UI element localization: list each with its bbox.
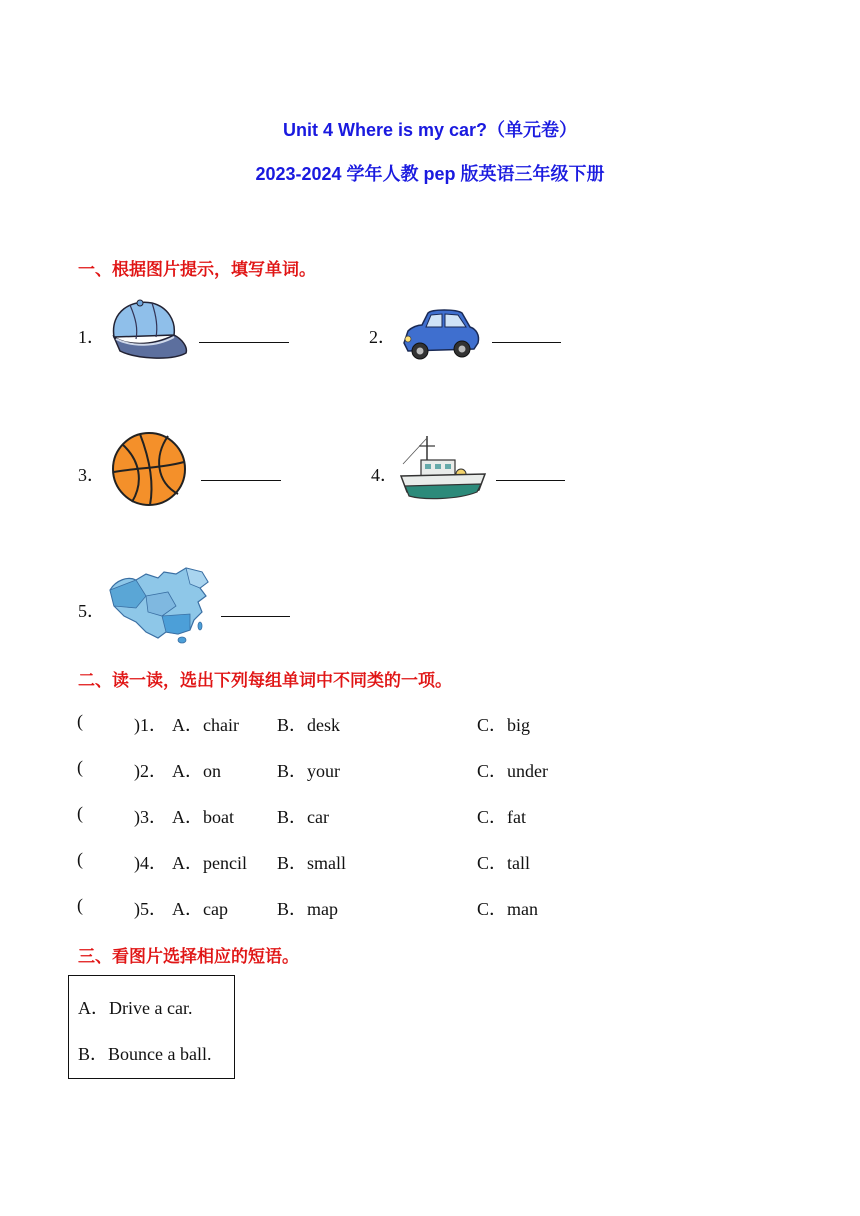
option-a: A．chair — [172, 715, 239, 735]
choice-row — [0, 849, 860, 873]
section-3-heading: 三、看图片选择相应的短语。 — [78, 947, 299, 967]
question-number: )2． — [134, 761, 167, 781]
section-1-heading: 一、根据图片提示，填写单词。 — [78, 260, 316, 280]
choice-row — [0, 711, 860, 735]
question-number: )5． — [134, 899, 167, 919]
answer-paren-open[interactable]: ( — [77, 803, 83, 823]
answer-paren-open[interactable]: ( — [77, 895, 83, 915]
choice-row — [0, 895, 860, 919]
phrase-option-a: A．Drive a car. — [78, 998, 193, 1018]
china-map-icon — [106, 566, 214, 644]
basketball-icon — [110, 430, 188, 508]
option-c: C．man — [477, 899, 538, 919]
option-b: B．small — [277, 853, 347, 873]
answer-paren-open[interactable]: ( — [77, 757, 83, 777]
option-b: B．car — [277, 807, 329, 827]
option-c: C．tall — [477, 853, 530, 873]
choice-row — [0, 757, 860, 781]
option-c: C．big — [477, 715, 531, 735]
answer-blank-4[interactable] — [496, 480, 565, 481]
choice-row — [0, 803, 860, 827]
question-number: )1． — [134, 715, 167, 735]
option-c: C．under — [477, 761, 548, 781]
car-icon — [398, 305, 482, 363]
item-5-number: 5． — [78, 601, 105, 621]
answer-paren-open[interactable]: ( — [77, 849, 83, 869]
answer-blank-1[interactable] — [199, 342, 289, 343]
answer-blank-2[interactable] — [492, 342, 561, 343]
option-b: B．your — [277, 761, 340, 781]
option-a: A．pencil — [172, 853, 247, 873]
option-a: A．cap — [172, 899, 228, 919]
option-b: B．map — [277, 899, 338, 919]
answer-blank-5[interactable] — [221, 616, 290, 617]
item-2-number: 2． — [369, 327, 396, 347]
question-number: )3． — [134, 807, 167, 827]
answer-paren-open[interactable]: ( — [77, 711, 83, 731]
option-c: C．fat — [477, 807, 526, 827]
cap-icon — [106, 297, 190, 363]
option-a: A．boat — [172, 807, 234, 827]
item-3-number: 3． — [78, 465, 105, 485]
item-1-number: 1． — [78, 327, 105, 347]
option-b: B．desk — [277, 715, 340, 735]
page-title: Unit 4 Where is my car?（单元卷） — [282, 120, 578, 140]
section-2-heading: 二、读一读，选出下列每组单词中不同类的一项。 — [78, 671, 452, 691]
page-subtitle: 2023-2024 学年人教 pep 版英语三年级下册 — [255, 164, 605, 184]
phrase-option-b: B．Bounce a ball. — [78, 1044, 212, 1064]
boat-icon — [399, 434, 487, 506]
item-4-number: 4． — [371, 465, 398, 485]
answer-blank-3[interactable] — [201, 480, 281, 481]
option-a: A．on — [172, 761, 221, 781]
question-number: )4． — [134, 853, 167, 873]
